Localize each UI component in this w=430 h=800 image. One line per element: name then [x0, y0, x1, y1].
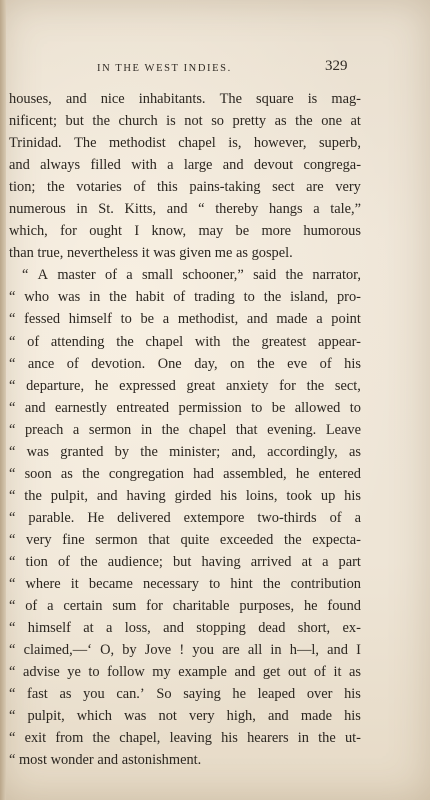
page-gutter-edge: [0, 0, 6, 800]
text-line: “ the pulpit, and having girded his loins, took up his: [9, 487, 361, 504]
text-line: “ exit from the chapel, leaving his hearers in the ut-: [9, 730, 361, 747]
text-line: “ tion of the audience; but having arrived at a part: [9, 553, 361, 570]
page-header: [0, 58, 430, 80]
text-line: “ pulpit, which was not very high, and made his: [9, 708, 361, 725]
text-line: “ preach a sermon in the chapel that evening. Leave: [9, 421, 361, 438]
text-line: “ claimed,—‘ O, by Jove ! you are all in h—l, and I: [9, 642, 361, 659]
text-line: “ departure, he expressed great anxiety for the sect,: [9, 377, 361, 394]
text-line: “ where it became necessary to hint the contribution: [9, 576, 361, 593]
text-line: “ ance of devotion. One day, on the eve of his: [9, 355, 361, 372]
text-line: “ who was in the habit of trading to the island, pro-: [9, 289, 361, 306]
text-line: “ most wonder and astonishment.: [9, 752, 202, 769]
text-line: “ himself at a loss, and stopping dead short, ex-: [9, 620, 361, 637]
text-line: “ A master of a small schooner,” said the narrator,: [22, 267, 361, 284]
text-line: “ very fine sermon that quite exceeded the expecta-: [9, 531, 361, 548]
text-line: “ soon as the congregation had assembled, he entered: [9, 465, 361, 482]
text-line: “ of attending the chapel with the greatest appear-: [9, 333, 361, 350]
text-line: tion; the votaries of this pains-taking sect are very: [9, 179, 361, 196]
text-line: nificent; but the church is not so pretty as the one at: [9, 113, 361, 130]
text-line: “ of a certain sum for charitable purposes, he found: [9, 598, 361, 615]
page-number: 329: [325, 58, 348, 74]
text-line: than true, nevertheless it was given me as gospel.: [9, 245, 293, 262]
text-line: houses, and nice inhabitants. The square is mag-: [9, 91, 361, 107]
text-line: numerous in St. Kitts, and “ thereby hangs a tale,”: [9, 201, 361, 218]
text-line: which, for ought I know, may be more humorous: [9, 223, 361, 240]
text-line: “ fast as you can.’ So saying he leaped over his: [9, 686, 361, 703]
text-line: “ and earnestly entreated permission to be allowed to: [9, 399, 361, 416]
text-line: “ advise ye to follow my example and get out of it as: [9, 664, 361, 681]
text-line: and always filled with a large and devout congrega-: [9, 157, 361, 174]
body-text: [9, 88, 361, 771]
text-line: “ was granted by the minister; and, accordingly, as: [9, 443, 361, 460]
text-line: “ parable. He delivered extempore two-thirds of a: [9, 509, 361, 526]
text-line: “ fessed himself to be a methodist, and made a point: [9, 311, 361, 328]
running-head: IN THE WEST INDIES.: [97, 63, 232, 74]
text-line: Trinidad. The methodist chapel is, however, superb,: [9, 135, 361, 152]
